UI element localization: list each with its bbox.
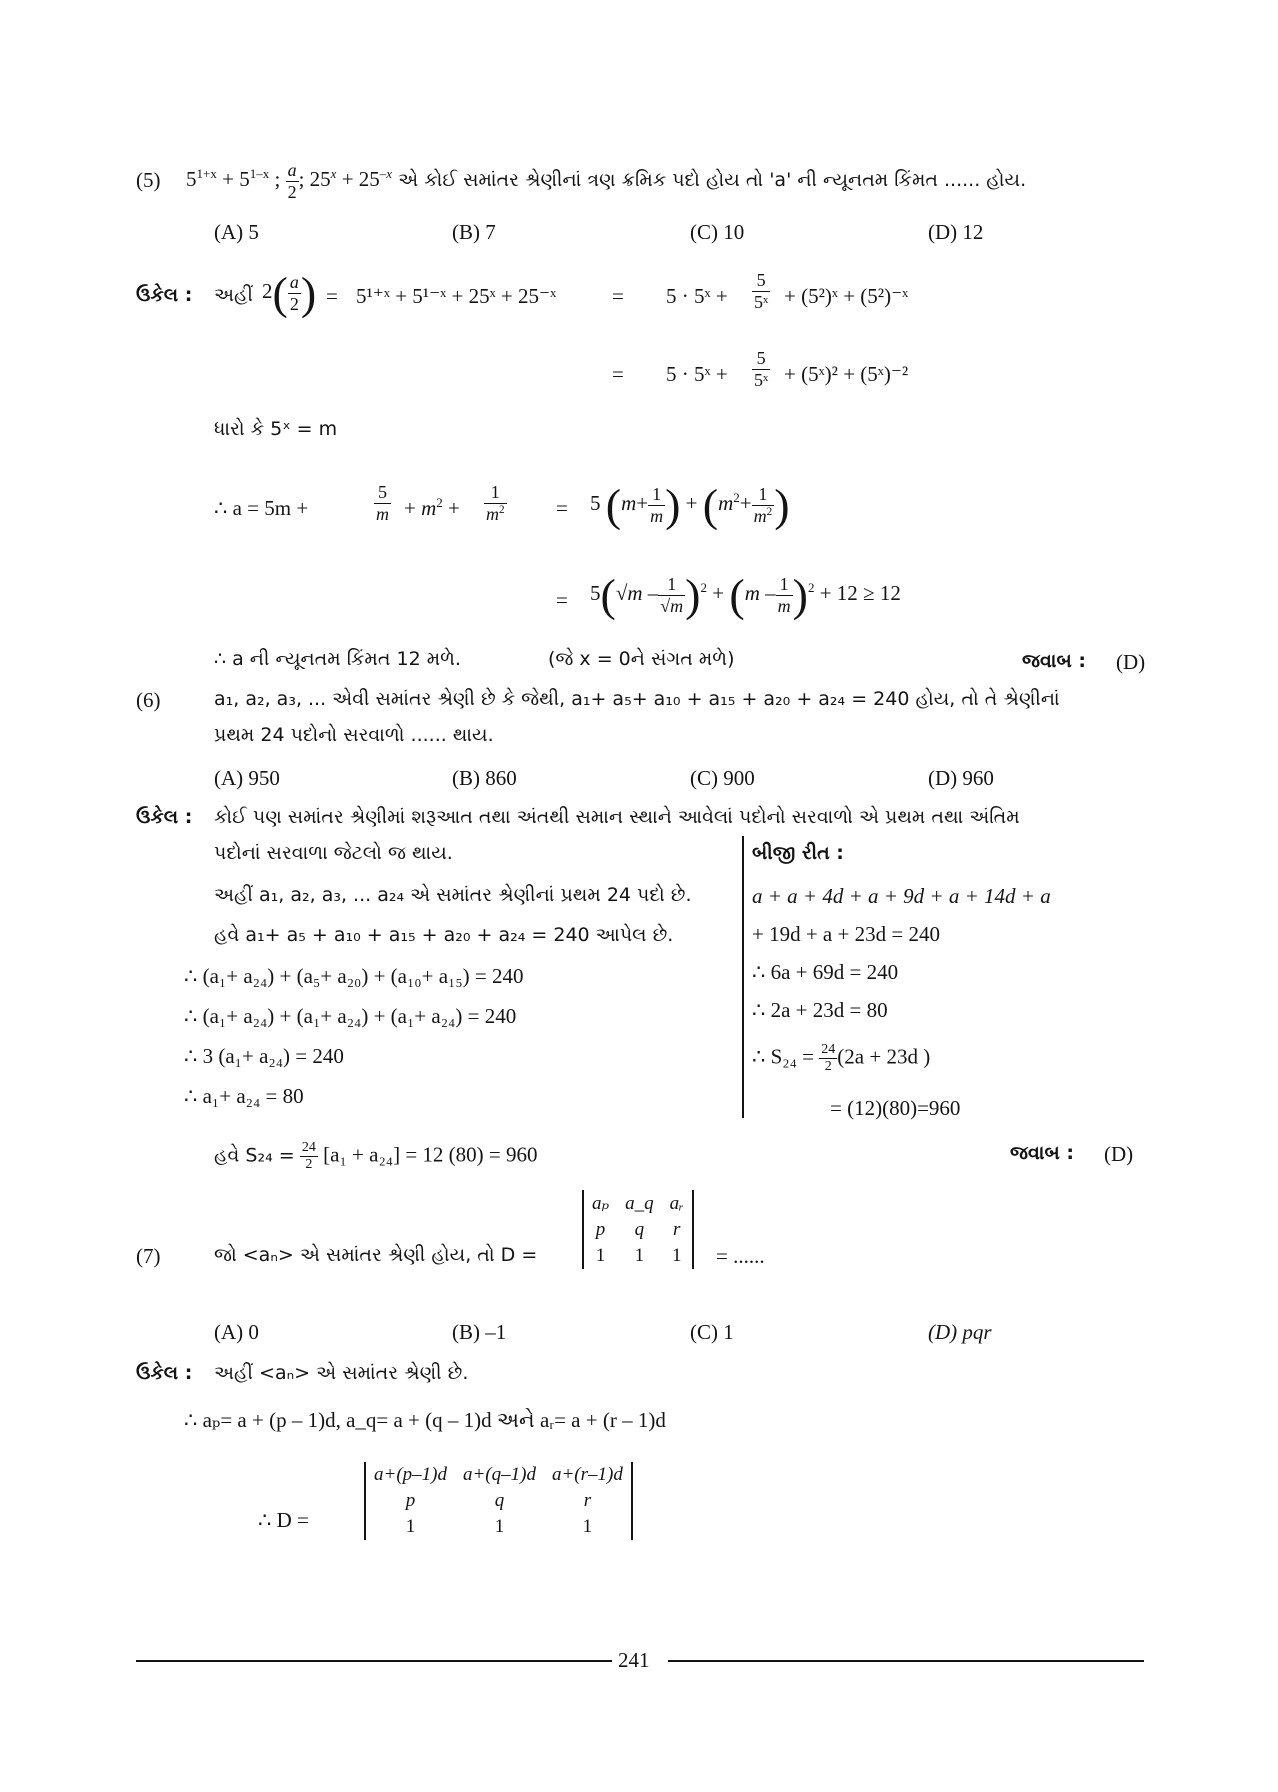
q5-number: (5)	[136, 168, 161, 192]
q5-option-a: (A) 5	[214, 220, 259, 244]
q6-option-d: (D) 960	[928, 766, 994, 790]
q6-alt-line6: = (12)(80)=960	[830, 1096, 961, 1120]
q6-solution-label: ઉકેલ :	[136, 806, 193, 828]
q6-number: (6)	[136, 688, 161, 712]
q7-number: (7)	[136, 1244, 161, 1268]
q7-option-d: (D) pqr	[928, 1320, 992, 1344]
q5-a-step2: 5 (m+ $\frac{1}{m}$ ) + ($m^2+$ $\frac{1}{m^2}$ )	[590, 479, 790, 531]
q5-here: અહીં	[214, 284, 253, 306]
q6-alt-line4: ∴ 2a + 23d = 80	[752, 998, 888, 1022]
q5-a-equation: ∴ a = 5m +	[214, 496, 309, 520]
q6-option-b: (B) 860	[452, 766, 517, 790]
q5-note: (જે x = 0ને સંગત મળે)	[548, 648, 735, 670]
q6-option-c: (C) 900	[690, 766, 755, 790]
q5-frac-5-over-5x-2: $\frac{5}{\text{5ˣ}}$	[754, 348, 769, 390]
q5-result: ∴ a ની ન્યૂનતમ કિંમત 12 મળે.	[214, 648, 461, 670]
q6-answer-label: જવાબ :	[1010, 1142, 1074, 1164]
footer-rule-right	[668, 1660, 1144, 1662]
q6-answer: (D)	[1104, 1142, 1134, 1166]
q5-line2-rhs: 5 · 5ˣ +	[666, 362, 728, 386]
q7-determinant-expanded: a+(p–1)d a+(q–1)d a+(r–1)d p q r 1 1 1	[364, 1462, 633, 1540]
q7-statement: જો <aₙ> એ સમાંતર શ્રેણી હોય, તો D =	[214, 1244, 538, 1266]
q7-option-a: (A) 0	[214, 1320, 259, 1344]
q5-line1-rhs: 5 · 5ˣ +	[666, 284, 728, 308]
q7-option-b: (B) –1	[452, 1320, 507, 1344]
q6-step6: ∴ a₁+ a₂₄ = 80	[184, 1084, 304, 1108]
q5-line1-mid: 5¹⁺ˣ + 5¹⁻ˣ + 25ˣ + 25⁻ˣ	[356, 284, 557, 308]
footer-rule-left	[136, 1660, 612, 1662]
q5-solution-label: ઉકેલ :	[136, 284, 193, 306]
q5-line2-tail: + (5ˣ)² + (5ˣ)⁻²	[784, 362, 909, 386]
column-divider	[742, 836, 744, 1118]
q7-solution-label: ઉકેલ :	[136, 1362, 193, 1384]
q7-solution-line2: ∴ aₚ= a + (p – 1)d, a_q= a + (q – 1)d અને aᵣ= a + (r – 1)d	[184, 1408, 666, 1432]
q7-d-label: ∴ D =	[258, 1508, 309, 1532]
q6-step2: હવે a₁+ a₅ + a₁₀ + a₁₅ + a₂₀ + a₂₄ = 240 આપેલ છે.	[214, 924, 674, 946]
q6-solution-line2: પદોનાં સરવાળા જેટલો જ થાય.	[214, 842, 453, 864]
q7-equals-dots: = ......	[716, 1244, 765, 1268]
q5-answer: (D)	[1116, 650, 1146, 674]
q6-step4: ∴ (a₁+ a₂₄) + (a₁+ a₂₄) + (a₁+ a₂₄) = 240	[184, 1004, 517, 1028]
q6-alt-title: બીજી રીત :	[752, 842, 844, 864]
q5-a-step3: 5(√m – $\frac{1}{√m}$ )$^2$ + (m – $\frac{1}{m}$ )$^2$ + 12 ≥ 12	[590, 569, 901, 621]
q6-alt-line5: ∴ S₂₄ = $\frac{24}{2}$ (2a + 23d )	[752, 1042, 931, 1075]
q7-determinant: aₚ a_q aᵣ p q r 1 1 1	[582, 1190, 694, 1269]
q5-answer-label: જવાબ :	[1022, 650, 1086, 672]
q5-option-b: (B) 7	[452, 220, 496, 244]
q5-assume: ધારો કે 5ˣ = m	[214, 418, 338, 440]
q5-option-d: (D) 12	[928, 220, 984, 244]
q5-option-c: (C) 10	[690, 220, 745, 244]
q5-two-a-half: 2( $\frac{a}{2}$ )	[262, 267, 317, 319]
q6-step5: ∴ 3 (a₁+ a₂₄) = 240	[184, 1044, 344, 1068]
q6-step3: ∴ (a₁+ a₂₄) + (a₅+ a₂₀) + (a₁₀+ a₁₅) = 240	[184, 964, 524, 988]
q6-final: હવે S₂₄ = $\frac{24}{2}$ [a₁ + a₂₄] = 12 (80) = 960	[214, 1140, 538, 1173]
q5-frac-5-over-5x: $\frac{5}{\text{5ˣ}}$	[754, 270, 769, 312]
q6-solution-line1: કોઈ પણ સમાંતર શ્રેણીમાં શરૂઆત તથા અંતથી સમાન સ્થાને આવેલાં પદોનો સરવાળો એ પ્રથમ તથા અંતિમ	[214, 806, 1020, 828]
q6-alt-line1: a + a + 4d + a + 9d + a + 14d + a	[752, 884, 1051, 908]
q6-alt-line2: + 19d + a + 23d = 240	[752, 922, 940, 946]
q6-statement-line1: a₁, a₂, a₃, ... એવી સમાંતર શ્રેણી છે કે જેથી, a₁+ a₅+ a₁₀ + a₁₅ + a₂₀ + a₂₄ = 240 હોય, તો તે શ્રેણીનાં	[214, 688, 1060, 710]
q5-statement: $5^{1+x} + 5^{1-x}$ ; $\frac{a}{2}$ ; $25^x + 25^{-x}$ એ કોઈ સમાંતર શ્રેણીનાં ત્રણ ક્રમિક પદો હોય તો 'a' ની ન્યૂનતમ કિંમત ...... હોય.	[186, 160, 1027, 202]
q6-option-a: (A) 950	[214, 766, 280, 790]
q6-step1: અહીં a₁, a₂, a₃, ... a₂₄ એ સમાંતર શ્રેણીનાં પ્રથમ 24 પદો છે.	[214, 884, 692, 906]
q6-alt-line3: ∴ 6a + 69d = 240	[752, 960, 899, 984]
q6-statement-line2: પ્રથમ 24 પદોનો સરવાળો ...... થાય.	[214, 724, 494, 746]
page-number: 241	[618, 1648, 650, 1672]
q5-line1-tail: + (5²)ˣ + (5²)⁻ˣ	[784, 284, 909, 308]
q7-option-c: (C) 1	[690, 1320, 734, 1344]
q7-solution-line1: અહીં <aₙ> એ સમાંતર શ્રેણી છે.	[214, 1362, 469, 1384]
